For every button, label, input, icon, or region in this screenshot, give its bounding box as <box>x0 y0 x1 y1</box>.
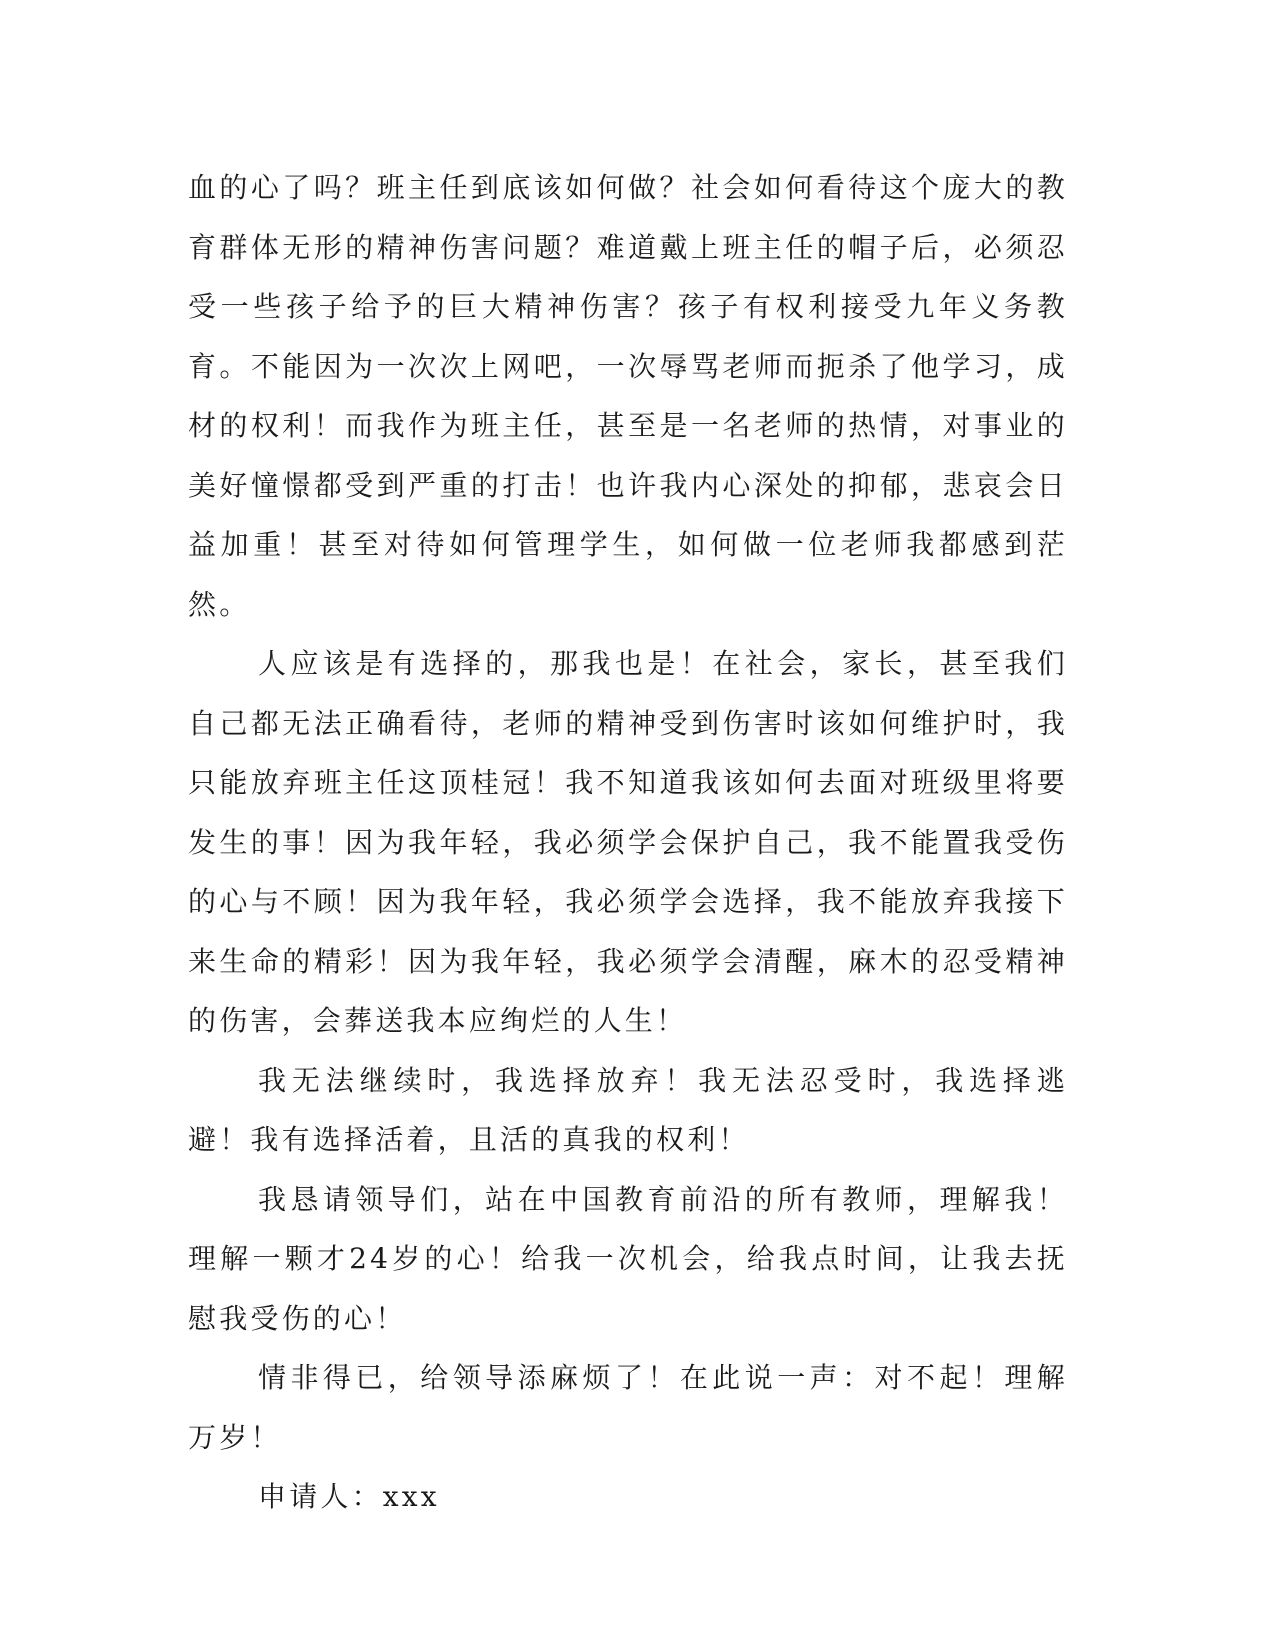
paragraph-choice: 人应该是有选择的，那我也是！在社会，家长，甚至我们自己都无法正确看待，老师的精神受到伤害时该如何维护时，我只能放弃班主任这顶桂冠！我不知道我该如何去面对班级里将要发生的事！因为我年轻，我必须学会保护自己，我不能置我受伤的心与不顾！因为我年轻，我必须学会选择，我不能放弃我接下来生命的精彩！因为我年轻，我必须学会清醒，麻木的忍受精神的伤害，会葬送我本应绚烂的人生！ <box>188 647 1068 1037</box>
paragraph-request: 我恳请领导们，站在中国教育前沿的所有教师，理解我！理解一颗才24岁的心！给我一次机会，给我点时间，让我去抚慰我受伤的心！ <box>188 1182 1068 1335</box>
paragraph-giving-up: 我无法继续时，我选择放弃！我无法忍受时，我选择逃避！我有选择活着，且活的真我的权利！ <box>188 1063 1068 1156</box>
document-body <box>188 158 1068 1527</box>
paragraph-apology: 情非得已，给领导添麻烦了！在此说一声：对不起！理解万岁！ <box>188 1361 1068 1454</box>
applicant-signature: 申请人：xxx <box>258 1480 440 1513</box>
paragraph-continuation: 血的心了吗？班主任到底该如何做？社会如何看待这个庞大的教育群体无形的精神伤害问题？难道戴上班主任的帽子后，必须忍受一些孩子给予的巨大精神伤害？孩子有权利接受九年义务教育。不能因为一次次上网吧，一次辱骂老师而扼杀了他学习，成材的权利！而我作为班主任，甚至是一名老师的热情，对事业的美好憧憬都受到严重的打击！也许我内心深处的抑郁，悲哀会日益加重！甚至对待如何管理学生，如何做一位老师我都感到茫然。 <box>188 171 1068 621</box>
